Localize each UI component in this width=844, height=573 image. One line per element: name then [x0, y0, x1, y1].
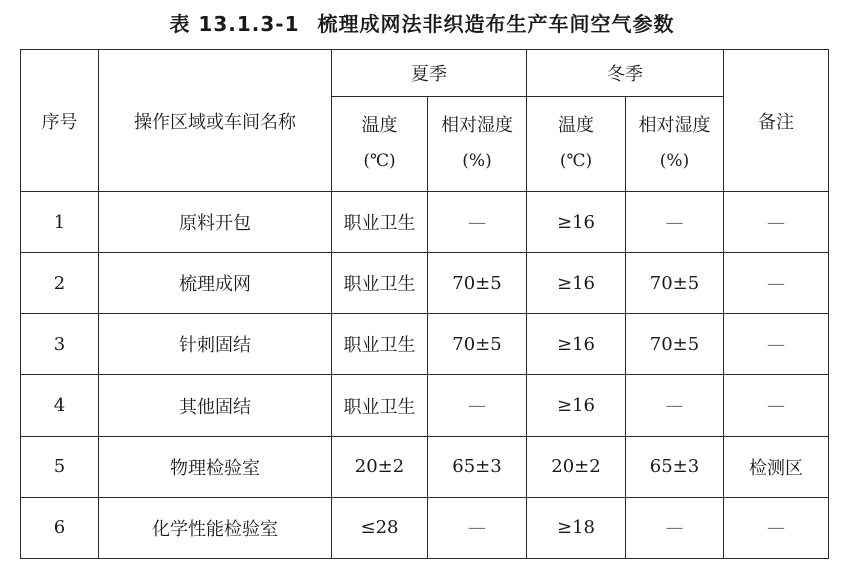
- cell-winter-temp: ≥18: [527, 497, 626, 558]
- cell-winter-temp: ≥16: [527, 375, 626, 436]
- cell-summer-humidity: —: [428, 497, 527, 558]
- cell-winter-temp: 20±2: [527, 436, 626, 497]
- table-row: [21, 375, 829, 436]
- header-humidity-unit: (%): [462, 151, 492, 171]
- cell-summer-humidity: —: [428, 192, 527, 253]
- cell-winter-temp: ≥16: [527, 192, 626, 253]
- cell-area: 化学性能检验室: [99, 497, 332, 558]
- table-row: [21, 314, 829, 375]
- cell-seq: 5: [21, 436, 99, 497]
- cell-area: 针刺固结: [99, 314, 332, 375]
- cell-summer-temp: 职业卫生: [332, 375, 428, 436]
- cell-summer-temp: 职业卫生: [332, 192, 428, 253]
- header-seq: 序号: [21, 50, 99, 192]
- header-winter: 冬季: [527, 50, 724, 97]
- header-summer-humidity: [428, 97, 527, 192]
- cell-area: 原料开包: [99, 192, 332, 253]
- cell-winter-humidity: —: [626, 375, 724, 436]
- cell-seq: 3: [21, 314, 99, 375]
- header-temp-unit: (℃): [559, 151, 593, 171]
- cell-summer-humidity: 70±5: [428, 253, 527, 314]
- cell-seq: 1: [21, 192, 99, 253]
- cell-winter-humidity: 70±5: [626, 253, 724, 314]
- table-row: [21, 192, 829, 253]
- header-winter-humidity: [626, 97, 724, 192]
- header-humidity-unit: (%): [659, 151, 690, 171]
- cell-summer-temp: 职业卫生: [332, 253, 428, 314]
- cell-summer-humidity: 70±5: [428, 314, 527, 375]
- cell-area: 物理检验室: [99, 436, 332, 497]
- cell-remark: 检测区: [724, 436, 829, 497]
- table-row: [21, 253, 829, 314]
- cell-seq: 4: [21, 375, 99, 436]
- cell-remark: —: [724, 253, 829, 314]
- header-winter-temp: [527, 97, 626, 192]
- cell-area: 梳理成网: [99, 253, 332, 314]
- table-row: [21, 497, 829, 558]
- cell-seq: 6: [21, 497, 99, 558]
- header-temp-label: 温度: [558, 115, 594, 136]
- header-remark: 备注: [724, 50, 829, 192]
- table-row: [21, 436, 829, 497]
- cell-winter-humidity: 65±3: [626, 436, 724, 497]
- header-humidity-label: 相对湿度: [441, 115, 513, 136]
- cell-winter-humidity: 70±5: [626, 314, 724, 375]
- cell-winter-humidity: —: [626, 497, 724, 558]
- header-temp-label: 温度: [361, 115, 398, 136]
- cell-winter-humidity: —: [626, 192, 724, 253]
- header-humidity-label: 相对湿度: [638, 115, 711, 136]
- cell-remark: —: [724, 375, 829, 436]
- cell-summer-humidity: 65±3: [428, 436, 527, 497]
- cell-seq: 2: [21, 253, 99, 314]
- cell-remark: —: [724, 497, 829, 558]
- table-number: 表 13.1.3-1: [169, 12, 300, 36]
- cell-winter-temp: ≥16: [527, 253, 626, 314]
- cell-winter-temp: ≥16: [527, 314, 626, 375]
- cell-remark: —: [724, 314, 829, 375]
- header-summer: 夏季: [332, 50, 527, 97]
- cell-summer-temp: 20±2: [332, 436, 428, 497]
- header-row-1: [21, 50, 829, 97]
- table-caption: 梳理成网法非织造布生产车间空气参数: [317, 12, 675, 36]
- air-parameters-table: [20, 49, 829, 559]
- cell-summer-humidity: —: [428, 375, 527, 436]
- table-title: [0, 8, 844, 37]
- cell-remark: —: [724, 192, 829, 253]
- cell-summer-temp: 职业卫生: [332, 314, 428, 375]
- cell-area: 其他固结: [99, 375, 332, 436]
- header-temp-unit: (℃): [363, 151, 396, 171]
- header-area: 操作区域或车间名称: [99, 50, 332, 192]
- header-summer-temp: [332, 97, 428, 192]
- cell-summer-temp: ≤28: [332, 497, 428, 558]
